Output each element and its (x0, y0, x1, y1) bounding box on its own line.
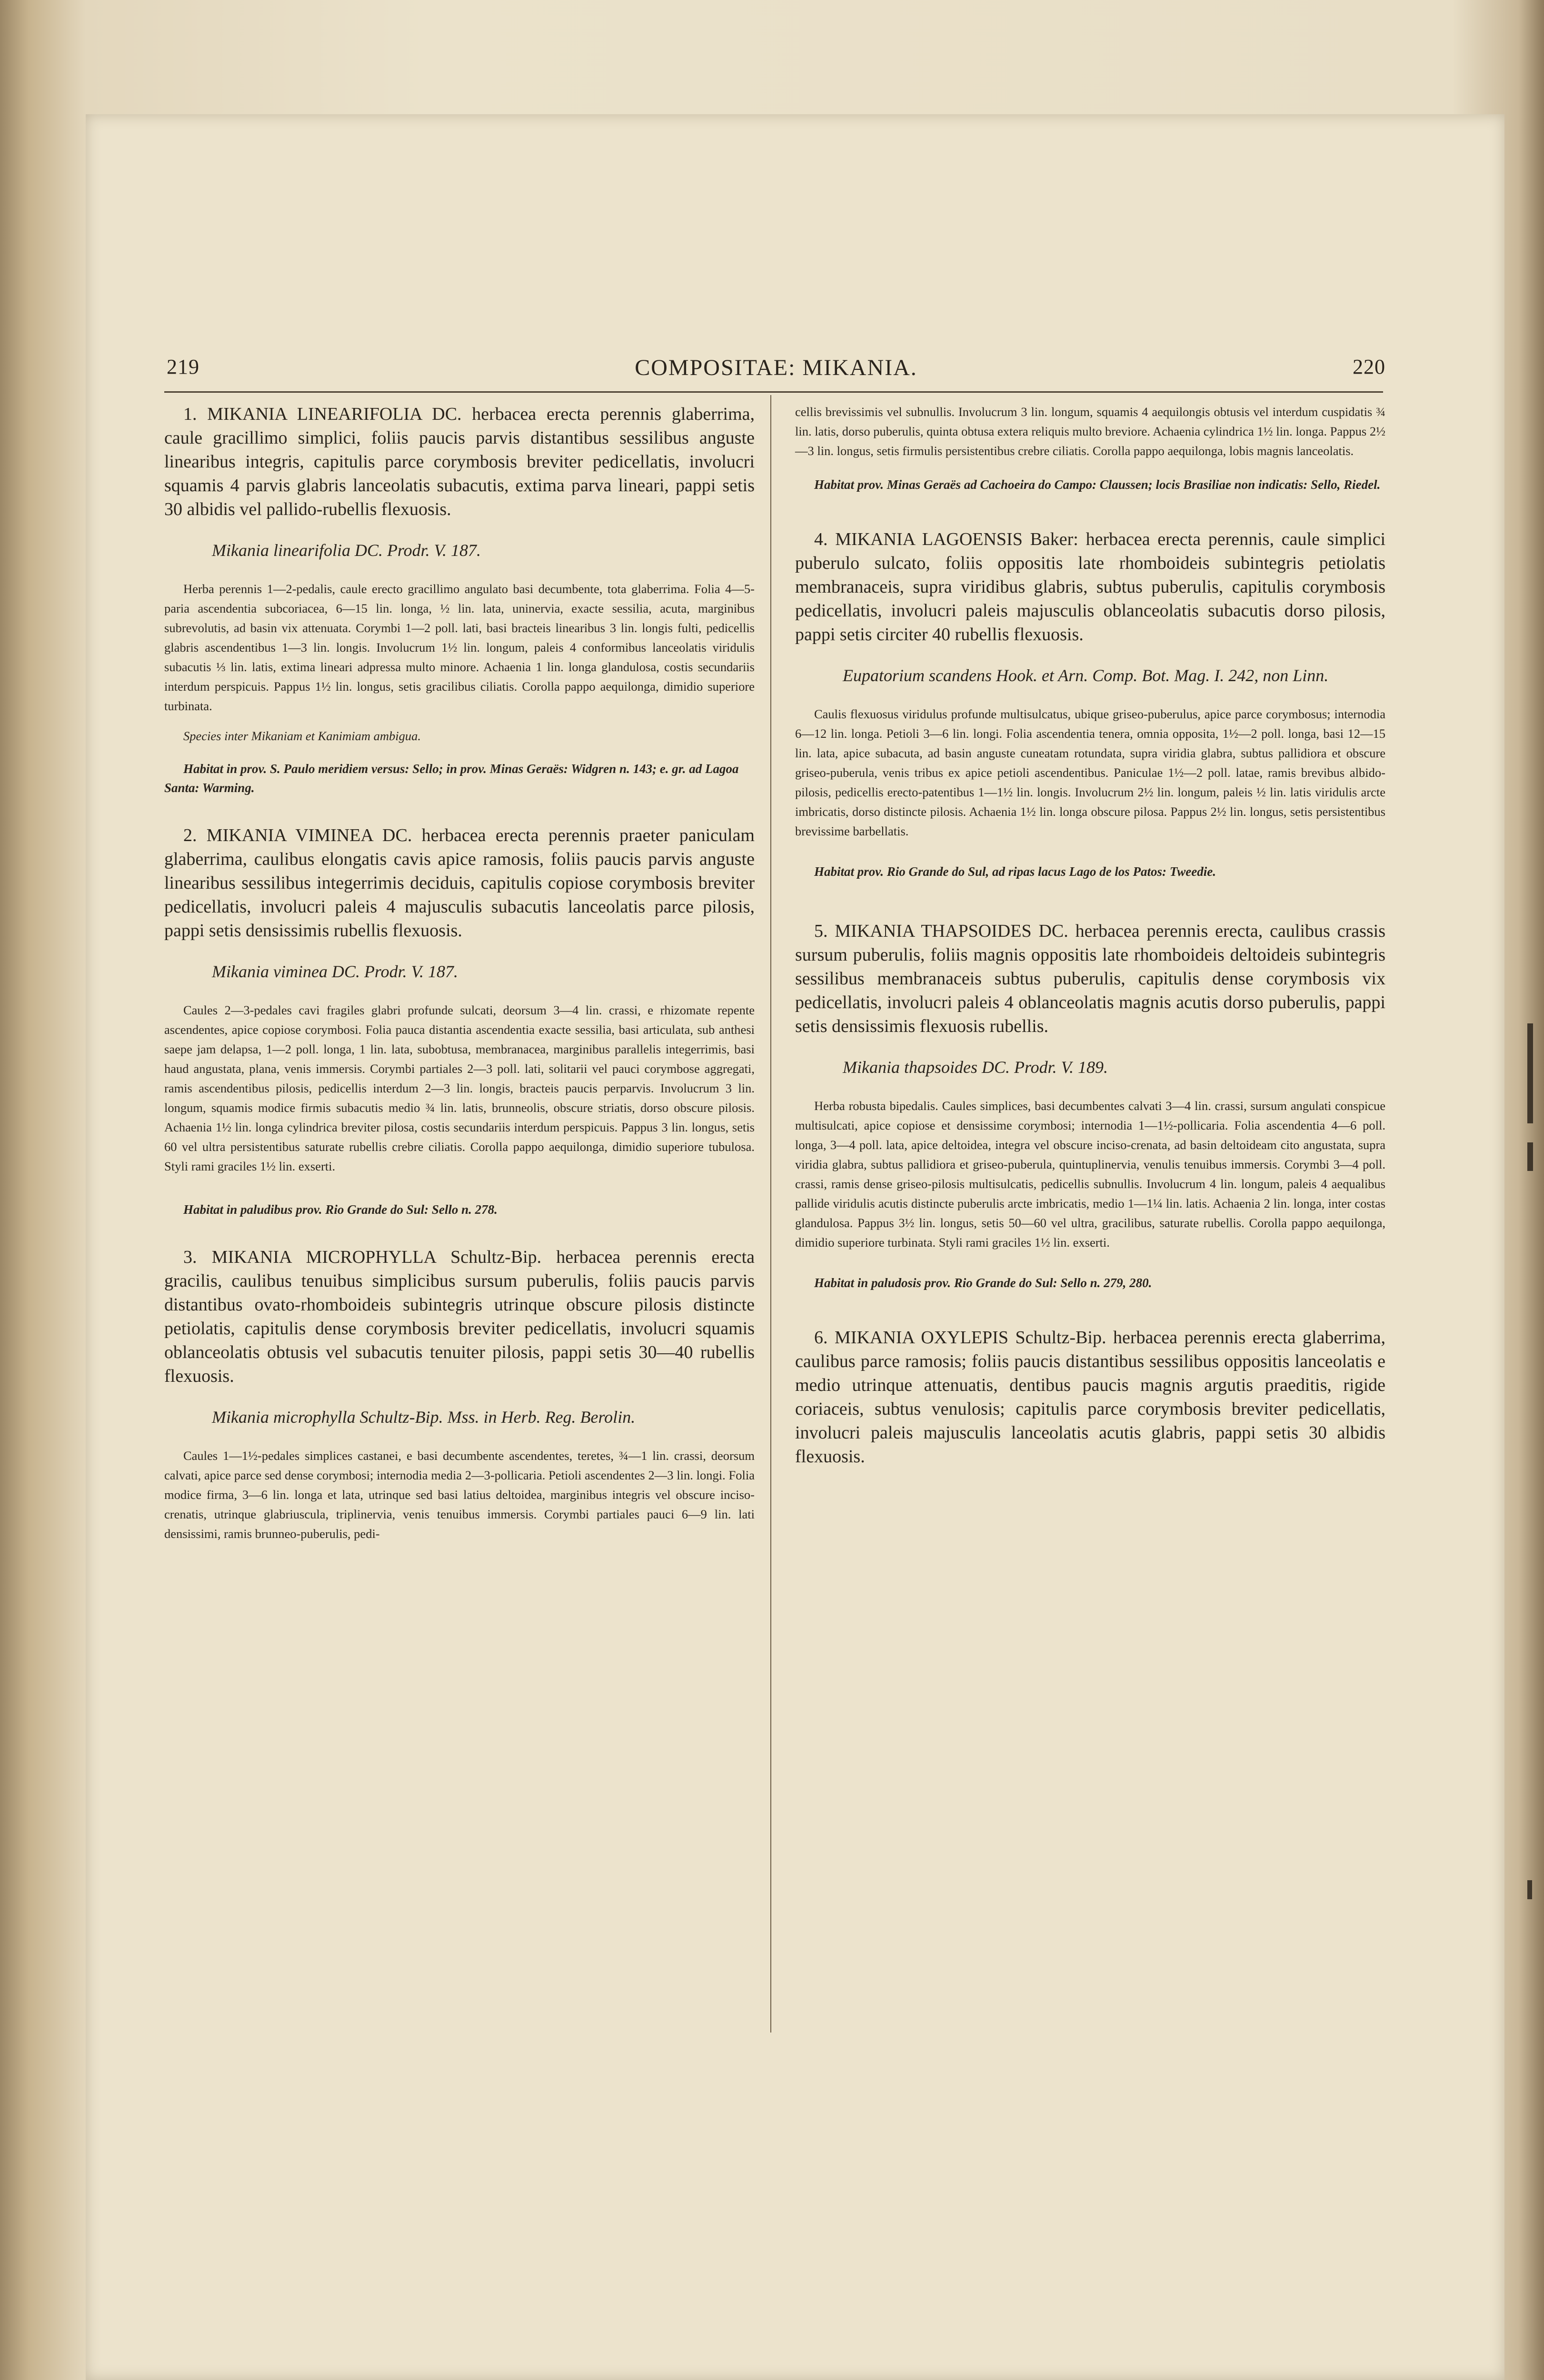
species-3-synonym: Mikania microphylla Schultz-Bip. Mss. in Herb. Reg. Berolin. (212, 1408, 636, 1427)
running-head (167, 355, 1385, 388)
species-4-habitat: Habitat prov. Rio Grande do Sul, ad ripas lacus Lago de los Patos: Tweedie. (814, 864, 1216, 879)
right-column (795, 402, 1385, 1468)
page-edge-mark (1527, 1023, 1533, 1123)
species-5-diagnosis: 5. MIKANIA THAPSOIDES DC. herbacea perennis erecta, caulibus crassis sursum puberulis, foliis magnis oppositis late rhomboideis deltoideis subintegris sessilibus membranaceis subtus puberulis, capitulis dense corymbosis vix pedicellatis, involucri paleis 4 oblanceolatis magnis acutis dorso puberulis, pappi setis densissimis flexuosis rubellis. (795, 921, 1385, 1036)
page-edge-mark (1527, 1142, 1533, 1171)
page-number-left: 219 (167, 355, 199, 378)
species-3-habitat: Habitat prov. Minas Geraës ad Cachoeira do Campo: Claussen; locis Brasiliae non indicatis: Sello, Riedel. (814, 477, 1381, 492)
page-edge-mark (1527, 1880, 1532, 1899)
running-title: COMPOSITAE: MIKANIA. (635, 355, 917, 380)
species-2-diagnosis: 2. MIKANIA VIMINEA DC. herbacea erecta perennis praeter paniculam glaberrima, caulibus elongatis cavis apice ramosis, foliis paucis parvis anguste linearibus sessilibus integerrimis deciduis, capitulis copiose corymbosis breviter pedicellatis, involucri paleis 4 majusculis subacutis lanceolatis parce pilosis, pappi setis densissimis rubellis flexuosis. (164, 825, 755, 941)
species-3-description: Caules 1—1½-pedales simplices castanei, e basi decumbente ascendentes, teretes, ¾—1 lin. crassi, deorsum calvati, apice parce sed dense corymbosi; internodia media 2—3-pollicaria. Petioli ascendentes 2—3 lin. longi. Folia modice firma, 3—6 lin. longa et lata, utrinque sed basi latius deltoidea, marginibus integris vel obscure inciso-crenatis, utrinque glabriuscula, triplinervia, venis tenuibus immersis. Corymbi partiales pauci 6—9 lin. lati densissimi, ramis brunneo-puberulis, pedi- (164, 1448, 755, 1541)
species-4-diagnosis: 4. MIKANIA LAGOENSIS Baker: herbacea erecta perennis, caule simplici puberulo sulcato, foliis oppositis late rhomboideis subintegris petiolatis membranaceis, supra viridibus glabris, subtus puberulis, capitulis corymbosis pedicellatis, involucri paleis majusculis oblanceolatis subacutis dorso pilosis, pappi setis circiter 40 rubellis flexuosis. (795, 529, 1385, 645)
species-2-description: Caules 2—3-pedales cavi fragiles glabri profunde sulcati, deorsum 3—4 lin. crassi, e rhizomate repente ascendentes, apice copiose corymbosi. Folia pauca distantia ascendentia exacte sessilia, basi articulata, sub anthesi saepe jam delapsa, 1—2 poll. longa, 1 lin. lata, subobtusa, membranacea, marginibus parallelis integerrimis, basi haud angustata, plana, venis immersis. Corymbi partiales 2—3 poll. lati, solitarii vel pauci corymbose aggregati, ramis ascendentibus pilosis, pedicellis interdum 2—3 lin. longis, bracteis paucis perparvis. Involucrum 3 lin. longum, squamis modice firmis subacutis medio ¾ lin. latis, brunneolis, obscure striatis, dorso obscure pilosis. Achaenia 1½ lin. longa cylindrica breviter pilosa, costis secundariis interdum perspicuis. Pappus 3 lin. longus, setis 60 vel ultra persistentibus saturate rubellis crebre ciliatis. Corolla pappo aequilonga, dimidio superiore tubulosa. Styli rami graciles 1½ lin. exserti. (164, 1003, 755, 1173)
species-3-description-continued: cellis brevissimis vel subnullis. Involucrum 3 lin. longum, squamis 4 aequilongis obtusis vel interdum cuspidatis ¾ lin. latis, dorso puberulis, quinta obtusa extera reliquis multo breviore. Achaenia cylindrica 1½ lin. longa. Pappus 2½—3 lin. longus, setis firmulis persistentibus crebre ciliatis. Corolla pappo aequilonga, lobis magnis lanceolatis. (795, 405, 1385, 458)
species-6-diagnosis: 6. MIKANIA OXYLEPIS Schultz-Bip. herbacea perennis erecta glaberrima, caulibus parce ramosis; foliis paucis distantibus sessilibus oppositis lanceolatis e medio utrinque attenuatis, dentibus paucis magnis argutis praeditis, rigide coriaceis, subtus venulosis; capitulis parce corymbosis breviter pedicellatis, involucri paleis majusculis lanceolatis acutis glabris, pappi setis 30 albidis flexuosis. (795, 1328, 1385, 1467)
species-5-description: Herba robusta bipedalis. Caules simplices, basi decumbentes calvati 3—4 lin. crassi, sursum angulati conspicue multisulcati, apice copiose et densissime corymbosi; internodia 1—1½-pollicaria. Folia ascendentia 4—6 poll. longa, 3—4 poll. lata, apice deltoidea, integra vel obscure inciso-crenata, ad basin deltoideam cito angustata, supra viridia glabra, subtus pallidiora et griseo-puberula, quintuplinervia, venulis tenuibus immersis. Corymbi 3—4 poll. crassi, ramis dense griseo-pilosis multisulcatis, pedicellis subnullis. Involucrum 4 lin. longum, paleis 4 aequalibus pallide viridulis acutis distincte puberulis arcte imbricatis, medio 1—1¼ lin. latis. Achaenia 2 lin. longa, inter costas glandulosa. Pappus 3½ lin. longus, setis 50—60 vel ultra, gracilibus, saturate rubellis. Corolla pappo aequilonga, dimidio superiore turbinata. Styli rami graciles 1½ lin. exserti. (795, 1099, 1385, 1250)
species-1-description: Herba perennis 1—2-pedalis, caule erecto gracillimo angulato basi decumbente, tota glaberrima. Folia 4—5-paria ascendentia subcoriacea, 6—15 lin. longa, ½ lin. lata, uninervia, exacte sessilia, acuta, marginibus subrevolutis, ad basin vix attenuata. Corymbi 1—2 poll. lati, basi bracteis linearibus 3 lin. longis fulti, pedicellis glabris ascendentibus 1—3 lin. longis. Involucrum 1½ lin. longum, paleis 4 conformibus lanceolatis viridulis subacutis ⅓ lin. latis, extima lineari adpressa multo minore. Achaenia 1 lin. longa glandulosa, costis secundariis interdum perspicuis. Pappus 1½ lin. longus, setis gracilibus ciliatis. Corolla pappo aequilonga, dimidio superiore turbinata. (164, 582, 755, 713)
species-1-synonym: Mikania linearifolia DC. Prodr. V. 187. (212, 541, 481, 560)
header-rule (164, 391, 1383, 393)
species-1-habitat: Habitat in prov. S. Paulo meridiem versus: Sello; in prov. Minas Geraës: Widgren n. 143; e. gr. ad Lagoa Santa: Warming. (164, 762, 739, 795)
left-column (164, 402, 755, 1544)
species-4-description: Caulis flexuosus viridulus profunde multisulcatus, ubique griseo-puberulus, apice parce corymbosus; internodia 6—12 lin. longa. Petioli 3—6 lin. longi. Folia ascendentia tenera, omnia opposita, 1½—2 poll. longa, basi 12—15 lin. lata, apice subacuta, ad basin anguste cuneatam rotundata, supra viridia glabra, subtus pallidiora et obscure griseo-puberula, venis tribus ex apice petioli ascendentibus. Paniculae 1½—2 poll. latae, ramis brevibus albido-pilosis, pedicellis erecto-patentibus 1—1½ lin. longis. Involucrum 2½ lin. longum, paleis ½ lin. latis viridulis arcte imbricatis, dorso distincte pilosis. Achaenia 1½ lin. longa obscure pilosa. Pappus 2½ lin. longus, setis persistentibus brevissime barbellatis. (795, 707, 1385, 838)
species-5-synonym: Mikania thapsoides DC. Prodr. V. 189. (843, 1058, 1108, 1077)
species-2-habitat: Habitat in paludibus prov. Rio Grande do Sul: Sello n. 278. (183, 1202, 498, 1217)
species-1-note: Species inter Mikaniam et Kanimiam ambigua. (183, 729, 421, 743)
page-number-right: 220 (1353, 355, 1385, 378)
column-divider (770, 395, 771, 2033)
species-2-synonym: Mikania viminea DC. Prodr. V. 187. (212, 962, 458, 981)
species-3-diagnosis: 3. MIKANIA MICROPHYLLA Schultz-Bip. herbacea perennis erecta gracilis, caulibus tenuibus simplicibus sursum puberulis, foliis paucis parvis distantibus ovato-rhomboideis subintegris utrinque obscure pilosis distincte petiolatis, capitulis dense corymbosis breviter pedicellatis, involucri squamis oblanceolatis obtusis vel subacutis tenuiter pilosis, pappi setis 30—40 rubellis flexuosis. (164, 1247, 755, 1386)
species-1-diagnosis: 1. MIKANIA LINEARIFOLIA DC. herbacea erecta perennis glaberrima, caule gracillimo simplici, foliis paucis parvis distantibus sessilibus anguste linearibus integris, capitulis parce corymbosis breviter pedicellatis, involucri squamis 4 parvis glabris lanceolatis subacutis, extima parva lineari, pappi setis 30 albidis vel pallido-rubellis flexuosis. (164, 404, 755, 519)
species-5-habitat: Habitat in paludosis prov. Rio Grande do Sul: Sello n. 279, 280. (814, 1276, 1152, 1290)
species-4-synonym: Eupatorium scandens Hook. et Arn. Comp. Bot. Mag. I. 242, non Linn. (843, 666, 1329, 685)
